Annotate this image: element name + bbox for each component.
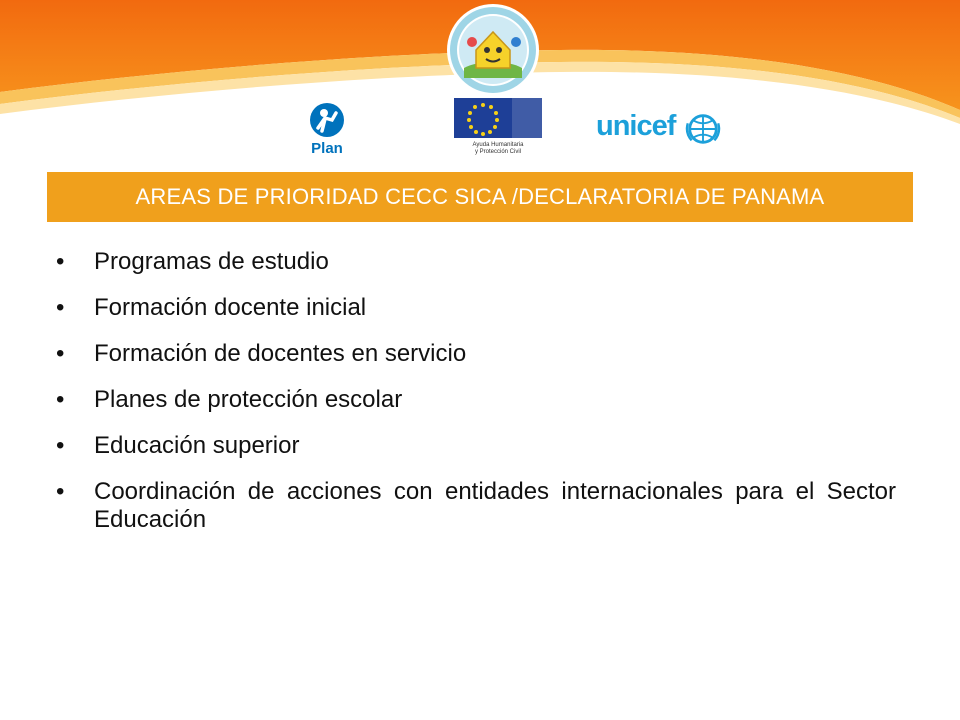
- list-item-text: Formación de docentes en servicio: [94, 340, 467, 367]
- bullet-marker: •: [56, 386, 65, 413]
- plan-logo: [298, 98, 358, 158]
- list-item: [56, 248, 896, 276]
- eu-caption-line2: y Protección Civil: [474, 149, 521, 155]
- eu-caption-line1: Ayuda Humanitaria: [472, 142, 524, 148]
- bullet-marker: •: [56, 248, 65, 275]
- eu-logo: [448, 96, 548, 164]
- list-item-text: Programas de estudio: [94, 248, 329, 275]
- bullet-marker: •: [56, 340, 65, 367]
- plan-figure-icon: [298, 98, 358, 158]
- cartoon-house-badge-icon: [438, 2, 548, 98]
- list-item-text: Formación docente inicial: [94, 294, 367, 321]
- list-item: [56, 432, 896, 460]
- list-item: [56, 340, 896, 368]
- plan-label: Plan: [311, 140, 343, 157]
- list-item-text: Coordinación de acciones con entidades internacionales para el Sector Educación: [94, 478, 896, 533]
- list-item: [56, 294, 896, 322]
- slide-title: AREAS DE PRIORIDAD CECC SICA /DECLARATORIA DE PANAMA: [135, 184, 825, 209]
- list-item-text: Planes de protección escolar: [94, 386, 403, 413]
- unicef-label: unicef: [596, 110, 676, 142]
- bullet-list: [56, 248, 896, 552]
- unicef-logo: [596, 106, 726, 150]
- bullet-marker: •: [56, 478, 65, 505]
- title-bar: [47, 172, 913, 222]
- unicef-globe-icon: [684, 110, 722, 148]
- bullet-marker: •: [56, 294, 65, 321]
- bullet-marker: •: [56, 432, 65, 459]
- list-item: [56, 478, 896, 534]
- list-item: [56, 386, 896, 414]
- list-item-text: Educación superior: [94, 432, 300, 459]
